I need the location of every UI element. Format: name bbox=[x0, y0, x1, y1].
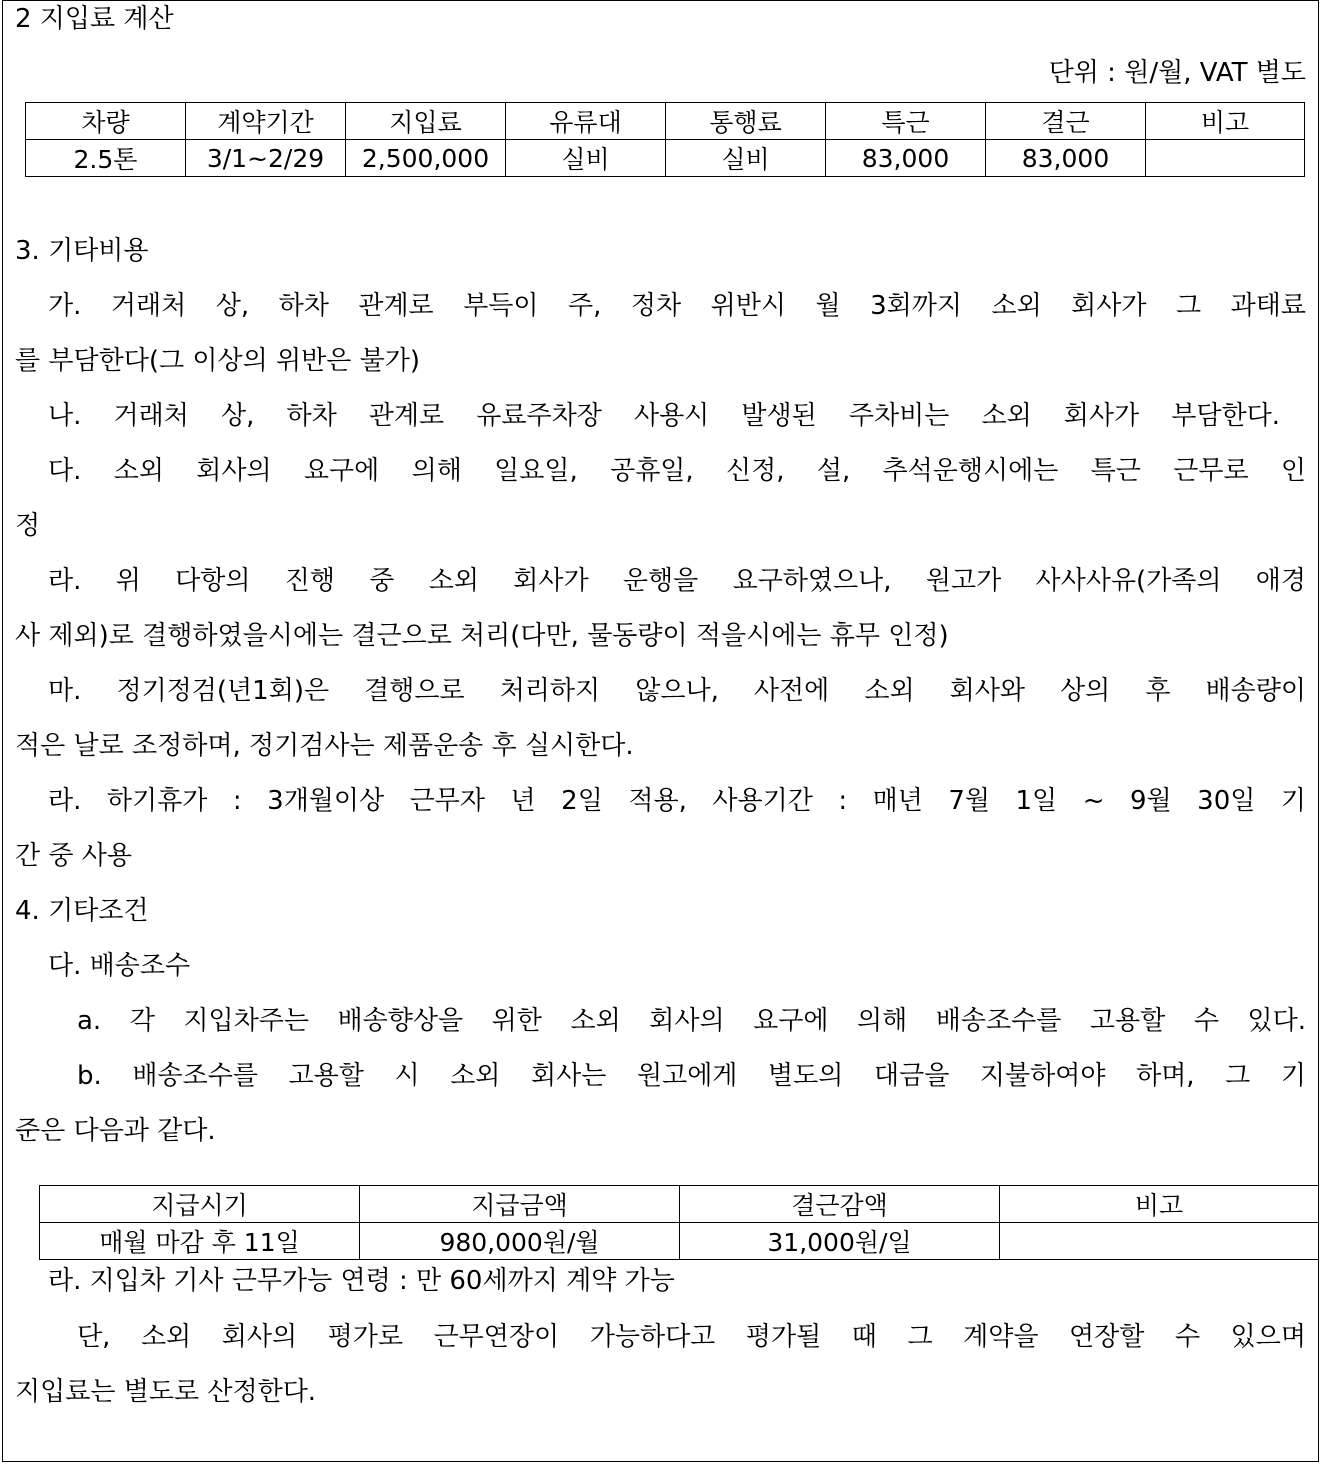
section-4-title: 4. 기타조건 bbox=[15, 896, 149, 926]
item-ra2-line1: 라. 하기휴가 : 3개월이상 근무자 년 2일 적용, 사용기간 : 매년 7월 1일 ~ 9월 30일 기 bbox=[48, 786, 1306, 816]
header-cell: 지급금액 bbox=[360, 1186, 680, 1223]
header-cell: 유류대 bbox=[506, 103, 666, 140]
table-cell: 31,000원/일 bbox=[680, 1223, 1000, 1260]
fee-table bbox=[25, 102, 1305, 177]
table-header-row bbox=[40, 1186, 1319, 1223]
item-ma-line2: 적은 날로 조정하며, 정기검사는 제품운송 후 실시한다. bbox=[15, 731, 634, 761]
item-da-line2: 정 bbox=[15, 511, 41, 541]
unit-note: 단위 : 원/월, VAT 별도 bbox=[1048, 58, 1306, 88]
table-cell: 매월 마감 후 11일 bbox=[40, 1223, 360, 1260]
table-cell bbox=[1000, 1223, 1319, 1260]
item-ra-age: 라. 지입차 기사 근무가능 연령 : 만 60세까지 계약 가능 bbox=[48, 1266, 675, 1296]
table-header-row bbox=[26, 103, 1305, 140]
item-dan-line1: 단, 소외 회사의 평가로 근무연장이 가능하다고 평가될 때 그 계약을 연장할 수 있으며 bbox=[77, 1322, 1306, 1352]
item-a-line1: a. 각 지입차주는 배송향상을 위한 소외 회사의 요구에 의해 배송조수를 고용할 수 있다. bbox=[77, 1006, 1306, 1036]
header-cell: 계약기간 bbox=[186, 103, 346, 140]
item-da-line1: 다. 소외 회사의 요구에 의해 일요일, 공휴일, 신정, 설, 추석운행시에는 특근 근무로 인 bbox=[48, 456, 1306, 486]
assistant-pay-table bbox=[39, 1185, 1319, 1260]
header-cell: 결근 bbox=[986, 103, 1146, 140]
item-ga-line2: 를 부담한다(그 이상의 위반은 불가) bbox=[15, 346, 420, 376]
item-ga-line1: 가. 거래처 상, 하차 관계로 부득이 주, 정차 위반시 월 3회까지 소외 회사가 그 과태료 bbox=[48, 291, 1306, 321]
table-row bbox=[26, 140, 1305, 177]
table-cell: 980,000원/월 bbox=[360, 1223, 680, 1260]
item-b-line2: 준은 다음과 같다. bbox=[15, 1116, 216, 1146]
section-3-title: 3. 기타비용 bbox=[15, 236, 149, 266]
table-row bbox=[40, 1223, 1319, 1260]
header-cell: 비고 bbox=[1146, 103, 1305, 140]
table-cell: 2,500,000 bbox=[346, 140, 506, 177]
item-dan-line2: 지입료는 별도로 산정한다. bbox=[15, 1377, 317, 1407]
header-cell: 지입료 bbox=[346, 103, 506, 140]
item-ra2-line2: 간 중 사용 bbox=[15, 841, 132, 871]
section-2-title: 2 지입료 계산 bbox=[15, 4, 174, 34]
table-cell: 실비 bbox=[506, 140, 666, 177]
header-cell: 통행료 bbox=[666, 103, 826, 140]
table-cell: 실비 bbox=[666, 140, 826, 177]
header-cell: 차량 bbox=[26, 103, 186, 140]
header-cell: 특근 bbox=[826, 103, 986, 140]
item-da-title: 다. 배송조수 bbox=[48, 951, 191, 981]
table-cell: 83,000 bbox=[826, 140, 986, 177]
item-na-line1: 나. 거래처 상, 하차 관계로 유료주차장 사용시 발생된 주차비는 소외 회사가 부담한다. bbox=[48, 401, 1280, 431]
table-cell: 83,000 bbox=[986, 140, 1146, 177]
table-cell bbox=[1146, 140, 1305, 177]
table-cell: 3/1~2/29 bbox=[186, 140, 346, 177]
header-cell: 지급시기 bbox=[40, 1186, 360, 1223]
table-cell: 2.5톤 bbox=[26, 140, 186, 177]
item-ra-line1: 라. 위 다항의 진행 중 소외 회사가 운행을 요구하였으나, 원고가 사사사유(가족의 애경 bbox=[48, 566, 1306, 596]
item-ra-line2: 사 제외)로 결행하였을시에는 결근으로 처리(다만, 물동량이 적을시에는 휴무 인정) bbox=[15, 621, 949, 651]
item-b-line1: b. 배송조수를 고용할 시 소외 회사는 원고에게 별도의 대금을 지불하여야 하며, 그 기 bbox=[77, 1061, 1306, 1091]
header-cell: 비고 bbox=[1000, 1186, 1319, 1223]
header-cell: 결근감액 bbox=[680, 1186, 1000, 1223]
item-ma-line1: 마. 정기정검(년1회)은 결행으로 처리하지 않으나, 사전에 소외 회사와 상의 후 배송량이 bbox=[48, 676, 1306, 706]
